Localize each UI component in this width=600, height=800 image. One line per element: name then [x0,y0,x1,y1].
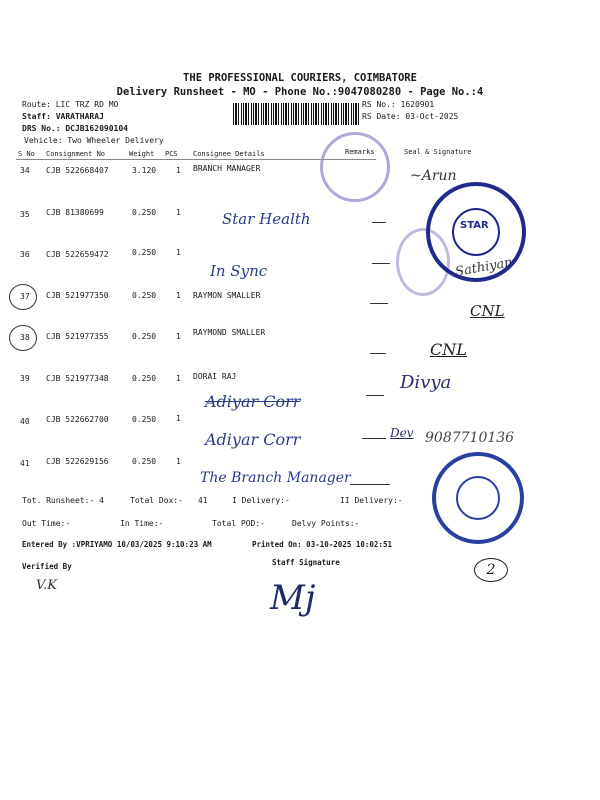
row-weight: 0.250 [132,248,157,257]
signature-row-37: CNL [470,302,505,320]
row-weight: 0.250 [132,208,157,217]
row-pcs: 1 [176,457,181,466]
handwritten-consignee: Adiyar Corr [205,430,301,449]
row-sno: 38 [20,333,30,342]
handwritten-consignee: Star Health [222,210,311,228]
signature-row-39: Divya [400,372,452,393]
staff-signature-label: Staff Signature [272,558,340,567]
row-pcs: 1 [176,291,181,300]
signature-row-36: Sathiyan [454,255,514,280]
page-circle: 2 [474,558,508,582]
signature-row-34: ~Arun [410,168,457,184]
row-consignment: CJB 81380699 [46,208,104,217]
signature-row-38: CNL [430,340,467,359]
row-sno: 34 [20,166,30,175]
row-sno: 35 [20,210,30,219]
rs-date: RS Date: 03-Oct-2025 [362,112,459,121]
stamp-inner-text: STAR [460,220,489,231]
row-consignee: RAYMON SMALLER [193,291,261,300]
row-consignment: CJB 522662700 [46,415,109,424]
total-dox-value: 41 [198,496,208,505]
col-seal: Seal & Signature [404,148,472,156]
row-consignee: BRANCH MANAGER [193,164,261,173]
drs-label: DRS No.: DCJB162090104 [22,124,128,133]
ii-delivery: II Delivery:- [340,496,403,505]
row-consignment: CJB 522668407 [46,166,109,175]
signature-row-40: Dev [390,426,414,440]
row-consignment: CJB 522629156 [46,457,109,466]
col-pcs: PCS [165,150,178,158]
row-consignment: CJB 522659472 [46,250,109,259]
total-dox: Total Dox:- [130,496,183,505]
handwritten-consignee: Adiyar Corr [205,392,301,411]
row-pcs: 1 [176,332,181,341]
handwritten-consignee: In Sync [210,262,268,280]
row-weight: 0.250 [132,457,157,466]
row-pcs: 1 [176,414,181,423]
row-consignment: CJB 521977355 [46,332,109,341]
faded-stamp-top [320,132,390,202]
col-consignee: Consignee Details [193,150,265,158]
printed-on: Printed On: 03-10-2025 10:02:51 [252,540,392,549]
company-title: THE PROFESSIONAL COURIERS, COIMBATORE [183,72,417,84]
verified-by: Verified By [22,562,72,571]
rs-no: RS No.: 1620901 [362,100,435,109]
row-weight: 0.250 [132,332,157,341]
row-sno: 41 [20,459,30,468]
total-pod: Total POD:- [212,519,265,528]
col-weight: Weight [129,150,155,158]
entered-by: Entered By :VPRIYAMO 10/03/2025 9:10:23 AM [22,540,212,549]
row-pcs: 1 [176,248,181,257]
barcode [233,103,361,125]
row-weight: 0.250 [132,415,157,424]
sno-circle-38 [9,325,37,351]
union-bank-stamp [432,452,524,544]
delvy-points: Delvy Points:- [292,519,360,528]
verifier-initials: V.K [36,578,57,593]
row-pcs: 1 [176,374,181,383]
handwritten-consignee: The Branch Manager [200,470,351,486]
row-sno: 36 [20,250,30,259]
vehicle-label: Vehicle: Two Wheeler Delivery [24,136,164,145]
phone-row-40: 9087710136 [425,430,515,446]
tot-runsheet: Tot. Runsheet:- 4 [22,496,104,505]
row-sno: 39 [20,374,30,383]
row-sno: 40 [20,417,30,426]
row-weight: 0.250 [132,291,157,300]
row-pcs: 1 [176,166,181,175]
staff-signature: Mj [270,578,316,618]
row-weight: 0.250 [132,374,157,383]
star-health-stamp [426,182,526,282]
row-consignee: RAYMOND SMALLER [193,328,266,337]
row-sno: 37 [20,292,30,301]
row-consignment: CJB 521977350 [46,291,109,300]
row-consignment: CJB 521977348 [46,374,109,383]
i-delivery: I Delivery:- [232,496,290,505]
col-sno: S No [18,150,35,158]
staff-label: Staff: VARATHARAJ [22,112,104,121]
runsheet-title: Delivery Runsheet - MO - Phone No.:9047080280 - Page No.:4 [116,86,484,98]
row-pcs: 1 [176,208,181,217]
route-label: Route: LIC TRZ RD MO [22,100,119,109]
col-consignment: Consignment No [46,150,106,158]
in-time: In Time:- [120,519,164,528]
col-remarks: Remarks [345,148,375,156]
row-weight: 3.120 [132,166,157,175]
out-time: Out Time:- [22,519,71,528]
row-consignee: DORAI RAJ [193,372,237,381]
sno-circle-37 [9,284,37,310]
